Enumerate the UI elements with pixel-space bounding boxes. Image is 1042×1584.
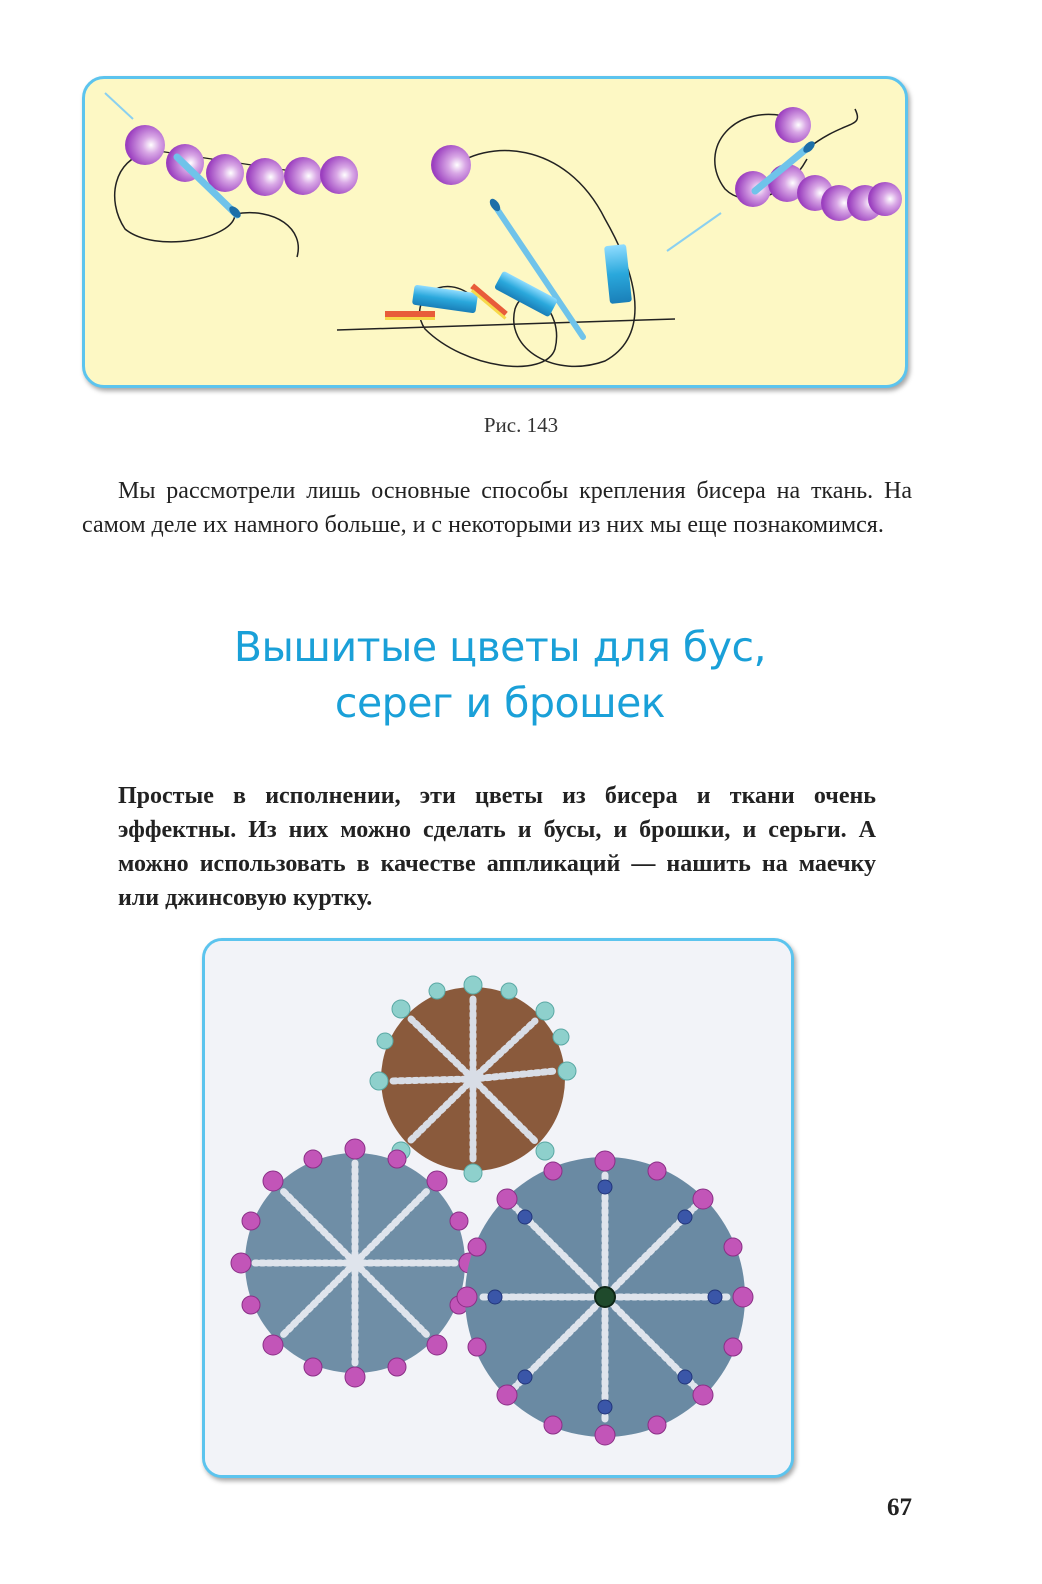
bugle-beads-middle	[337, 145, 675, 366]
page-number: 67	[887, 1494, 912, 1521]
bead-string-left	[105, 93, 358, 257]
intro-text: Мы рассмотрели лишь основные способы крепления бисера на ткань. На самом деле их намного больше, и с некоторыми из них мы еще познакомимся.	[82, 478, 912, 538]
bead-string-right	[667, 107, 902, 251]
section-title	[0, 619, 1000, 731]
section-title-line2: серег и брошек	[334, 679, 666, 727]
flowers-illustration	[205, 941, 794, 1478]
right-denim-flower	[457, 1151, 753, 1445]
beaded-flowers-photo	[202, 938, 794, 1478]
lead-paragraph: Простые в исполнении, эти цветы из бисера и ткани очень эффектны. Из них можно сделать и бусы, и брошки, и серьги. А можно использовать в качестве аппликаций — нашить на маечку или джинсовую куртку.	[118, 783, 876, 911]
section-title-line1: Вышитые цветы для бус,	[233, 623, 767, 671]
bead-stitch-illustration	[82, 76, 908, 388]
left-denim-flower	[231, 1139, 479, 1387]
figure-caption: Рис. 143	[483, 413, 559, 437]
stitch-diagram	[85, 79, 908, 388]
intro-paragraph	[82, 474, 912, 542]
